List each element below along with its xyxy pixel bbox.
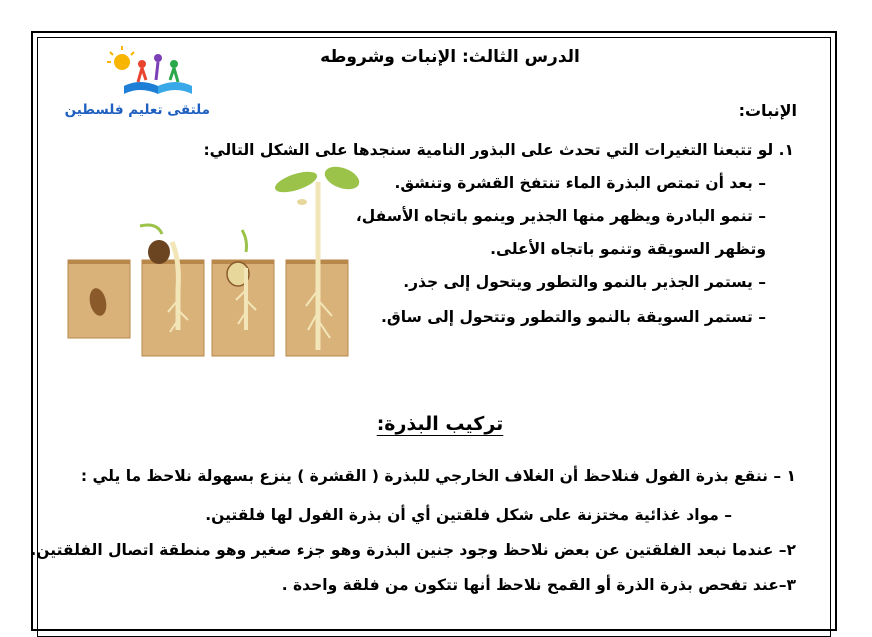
- seed-structure-heading: تركيب البذرة:: [376, 413, 504, 435]
- seed-structure-line: ٢– عندما نبعد الفلقتين عن بعض نلاحظ وجود جنين البذرة وهو جزء صغير وهو منطقة اتصال الفلقتين.: [30, 541, 796, 559]
- germination-stage-3: [212, 230, 274, 356]
- germination-heading: الإنبات:: [738, 101, 797, 120]
- germination-stage-1: [68, 260, 130, 338]
- logo-text: ملتقى تعليم فلسطين: [64, 102, 210, 118]
- germination-illustration: [62, 160, 372, 360]
- lesson-title: الدرس الثالث: الإنبات وشروطه: [320, 47, 580, 67]
- germination-bullet-continued: وتظهر السويقة وتنمو باتجاه الأعلى.: [490, 240, 766, 258]
- germination-stage-2: [140, 225, 204, 356]
- seed-structure-line: – مواد غذائية مختزنة على شكل فلقتين أي أن بذرة الفول لها فلقتين.: [205, 506, 732, 524]
- germination-bullet: – يستمر الجذير بالنمو والتطور ويتحول إلى جذر.: [403, 273, 766, 291]
- germination-bullet: – تستمر السويقة بالنمو والتطور وتتحول إلى ساق.: [381, 308, 766, 326]
- logo-icon: [80, 40, 210, 102]
- germination-bullet: – تنمو البادرة ويظهر منها الجذير وينمو باتجاه الأسفل،: [355, 207, 766, 225]
- germination-intro: ١. لو تتبعنا التغيرات التي تحدث على البذور النامية سنجدها على الشكل التالي:: [203, 141, 794, 159]
- germination-bullet: – بعد أن تمتص البذرة الماء تنتفخ القشرة وتنشق.: [394, 174, 766, 192]
- germination-stage-4: [273, 162, 363, 356]
- seed-structure-line: ١ – ننقع بذرة الفول فنلاحظ أن الغلاف الخارجي للبذرة ( القشرة ) ينزع بسهولة نلاحظ ما يلي :: [80, 467, 796, 485]
- site-logo: [64, 40, 210, 124]
- seed-structure-line: ٣–عند تفحص بذرة الذرة أو القمح نلاحظ أنها تتكون من فلقة واحدة .: [281, 576, 796, 594]
